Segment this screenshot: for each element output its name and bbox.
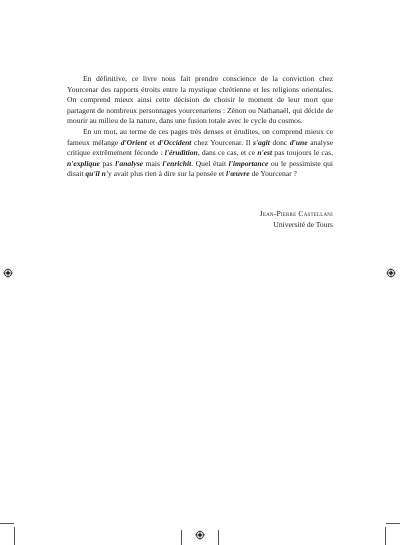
emphasized-text: d'une <box>289 137 308 147</box>
emphasized-text: l'érudition <box>164 148 198 158</box>
paragraph <box>67 74 333 127</box>
text-run: . Quel était <box>191 158 229 168</box>
crop-mark <box>0 523 14 524</box>
crop-mark <box>181 530 182 545</box>
text-run: et <box>146 137 158 147</box>
text-run: analyse critique extrêmement féconde : <box>67 137 334 158</box>
registration-mark-left <box>3 268 13 278</box>
registration-mark-bottom <box>195 530 205 540</box>
text-run: donc <box>269 137 290 147</box>
crop-mark <box>218 530 219 545</box>
signature-block <box>260 208 333 230</box>
author-affiliation: Université de Tours <box>273 220 333 229</box>
emphasized-text: d'Occident <box>157 137 192 147</box>
author-name: Jean-Pierre Castellani <box>259 209 333 218</box>
emphasized-text: s'agit <box>252 137 270 147</box>
text-run: pas toujours le cas, <box>272 148 333 158</box>
text-run: ou le pessimiste qui disait <box>67 158 333 179</box>
text-run: En définitive, ce livre nous fait prendre conscience de la conviction chez Yourcenar des rapports étroits entre la mystique chrétienne et les religions orientales. On comprend mieux ainsi cette décision de choisir le moment de leur mort que partagent de nombreux personnages yourcenariens : Zénon ou Nathanaël, qui décide de mourir au milieu de la nature, dans une fusion totale avec le cycle du cosmos. <box>67 74 333 126</box>
text-run: , dans ce cas, et ce <box>197 148 258 158</box>
paragraph <box>67 127 333 180</box>
text-run: de Yourcenar ? <box>249 169 297 179</box>
emphasized-text: l'analyse <box>115 158 144 168</box>
emphasized-text: n'est <box>257 148 273 158</box>
body-text <box>67 74 333 180</box>
emphasized-text: l'importance <box>228 158 269 168</box>
text-run: pas <box>99 158 116 168</box>
crop-mark <box>385 527 386 545</box>
emphasized-text: l'œuvre <box>226 169 250 179</box>
crop-mark <box>14 527 15 545</box>
emphasized-text: d'Orient <box>120 137 147 147</box>
text-run: mais <box>143 158 163 168</box>
emphasized-text: n'explique <box>67 158 100 168</box>
text-run: En un mot, au terme de ces pages très denses et érudites, on comprend mieux ce fameux mélange <box>67 126 333 147</box>
crop-mark <box>386 523 400 524</box>
text-run: y avait plus rien à dire sur la pensée et <box>107 169 227 179</box>
emphasized-text: l'enrichit <box>162 158 192 168</box>
emphasized-text: qu'il n' <box>85 169 108 179</box>
registration-mark-right <box>386 268 396 278</box>
text-run: chez Yourcenar. Il <box>191 137 253 147</box>
